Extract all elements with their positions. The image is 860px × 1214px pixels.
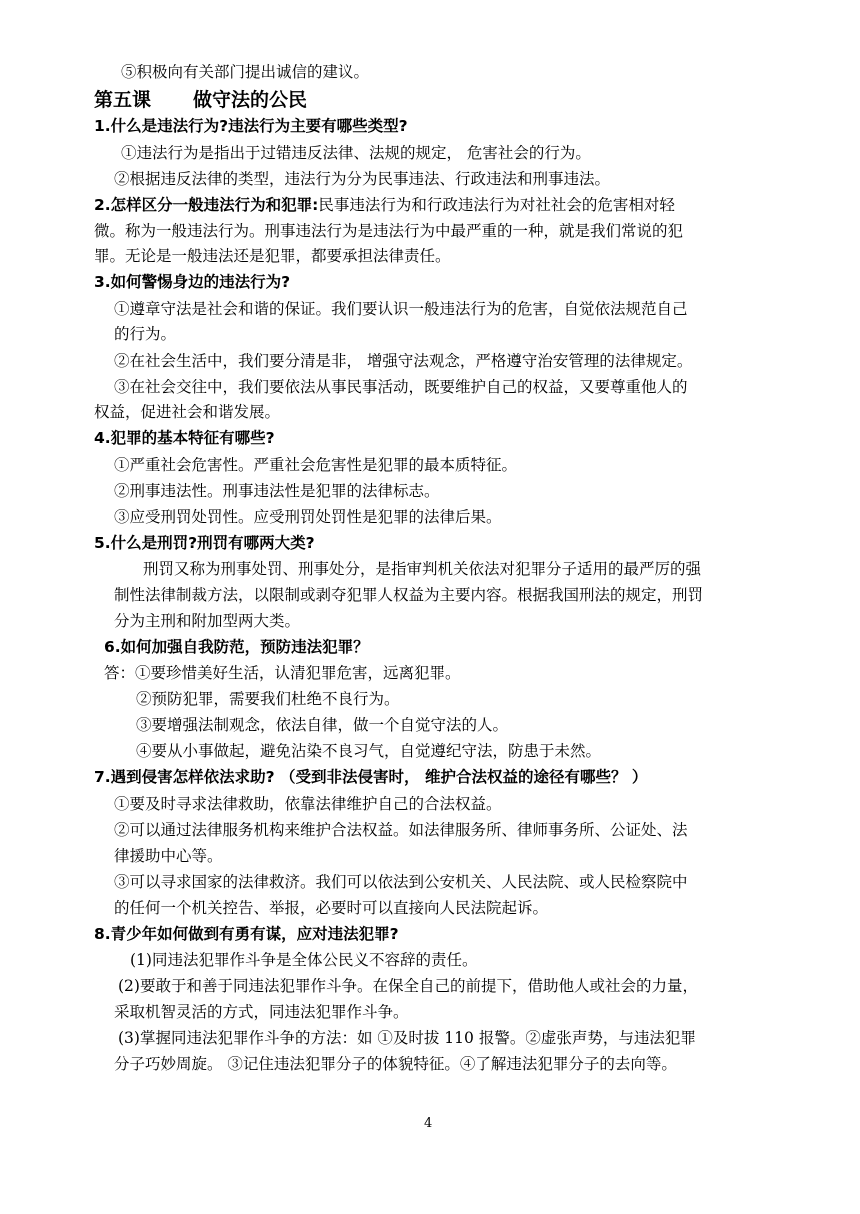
text-line: (3)掌握同违法犯罪作斗争的方法：如 ①及时拔 110 报警。②虚张声势，与违法犯罪 — [118, 1029, 696, 1047]
text-line: ④要从小事做起，避免沾染不良习气，自觉遵纪守法，防患于未然。 — [136, 742, 602, 760]
text-line: ②可以通过法律服务机构来维护合法权益。如法律服务所、律师事务所、公证处、法 — [114, 821, 688, 839]
text-line: ③要增强法制观念，依法自律，做一个自觉守法的人。 — [136, 716, 509, 734]
text-line: ③可以寻求国家的法律救济。我们可以依法到公安机关、人民法院、或人民检察院中 — [114, 873, 688, 891]
text-line: ②在社会生活中，我们要分清是非， 增强守法观念，严格遵守治安管理的法律规定。 — [114, 352, 693, 370]
text-line: ①要及时寻求法律救助，依靠法律维护自己的合法权益。 — [114, 795, 502, 813]
text-line: ③应受刑罚处罚性。应受刑罚处罚性是犯罪的法律后果。 — [114, 508, 502, 526]
question-2-text: 民事违法行为和行政违法行为对社社会的危害相对轻 — [318, 196, 675, 214]
page-number: 4 — [424, 1116, 433, 1131]
text-line: ①违法行为是指出于过错违反法律、法规的规定， 危害社会的行为。 — [121, 144, 591, 162]
text-line: (2)要敢于和善于同违法犯罪作斗争。在保全自己的前提下，借助他人或社会的力量， — [118, 977, 698, 995]
question-heading-7: 7.遇到侵害怎样依法求助? （受到非法侵害时， 维护合法权益的途径有哪些？ ） — [94, 768, 648, 786]
question-heading-3: 3.如何警惕身边的违法行为? — [94, 273, 291, 291]
question-2-line — [94, 195, 675, 215]
question-heading-8: 8.青少年如何做到有勇有谋，应对违法犯罪? — [94, 925, 399, 943]
text-line: 分子巧妙周旋。 ③记住违法犯罪分子的体貌特征。④了解违法犯罪分子的去向等。 — [114, 1055, 677, 1073]
text-line: 答：①要珍惜美好生活，认清犯罪危害，远离犯罪。 — [104, 664, 461, 682]
text-line: 刑罚又称为刑事处罚、刑事处分，是指审判机关依法对犯罪分子适用的最严厉的强 — [143, 560, 702, 578]
question-heading-1: 1.什么是违法行为?违法行为主要有哪些类型? — [94, 117, 408, 135]
text-line: ②刑事违法性。刑事违法性是犯罪的法律标志。 — [114, 482, 440, 500]
text-line: ①遵章守法是社会和谐的保证。我们要认识一般违法行为的危害，自觉依法规范自己 — [114, 300, 688, 318]
text-line: ②预防犯罪，需要我们杜绝不良行为。 — [136, 690, 400, 708]
text-line: 的任何一个机关控告、举报，必要时可以直接向人民法院起诉。 — [114, 899, 549, 917]
text-line: 的行为。 — [114, 325, 177, 343]
text-line: ①严重社会危害性。严重社会危害性是犯罪的最本质特征。 — [114, 456, 518, 474]
lesson-number: 第五课 — [94, 89, 152, 111]
text-line: 权益，促进社会和谐发展。 — [94, 403, 281, 421]
lesson-name: 做守法的公民 — [193, 89, 308, 111]
question-heading-2: 2.怎样区分一般违法行为和犯罪: — [94, 196, 319, 214]
text-line: (1)同违法犯罪作斗争是全体公民义不容辞的责任。 — [130, 951, 478, 969]
text-line: 采取机智灵活的方式，同违法犯罪作斗争。 — [114, 1003, 409, 1021]
text-line: 制性法律制裁方法，以限制或剥夺犯罪人权益为主要内容。根据我国刑法的规定，刑罚 — [114, 586, 704, 604]
question-heading-6: 6.如何加强自我防范，预防违法犯罪？ — [104, 638, 369, 656]
lesson-title — [94, 88, 307, 112]
text-line: 微。称为一般违法行为。刑事违法行为是违法行为中最严重的一种，就是我们常说的犯 — [94, 222, 684, 240]
text-line: 律援助中心等。 — [114, 847, 223, 865]
question-heading-5: 5.什么是刑罚?刑罚有哪两大类? — [94, 534, 315, 552]
text-line: ③在社会交往中，我们要依法从事民事活动，既要维护自己的权益，又要尊重他人的 — [114, 378, 688, 396]
text-line: 分为主刑和附加型两大类。 — [114, 612, 301, 630]
question-heading-4: 4.犯罪的基本特征有哪些? — [94, 429, 275, 447]
text-line: 罪。无论是一般违法还是犯罪，都要承担法律责任。 — [94, 247, 451, 265]
text-line: ⑤积极向有关部门提出诚信的建议。 — [121, 63, 370, 81]
text-line: ②根据违反法律的类型，违法行为分为民事违法、行政违法和刑事违法。 — [114, 170, 611, 188]
